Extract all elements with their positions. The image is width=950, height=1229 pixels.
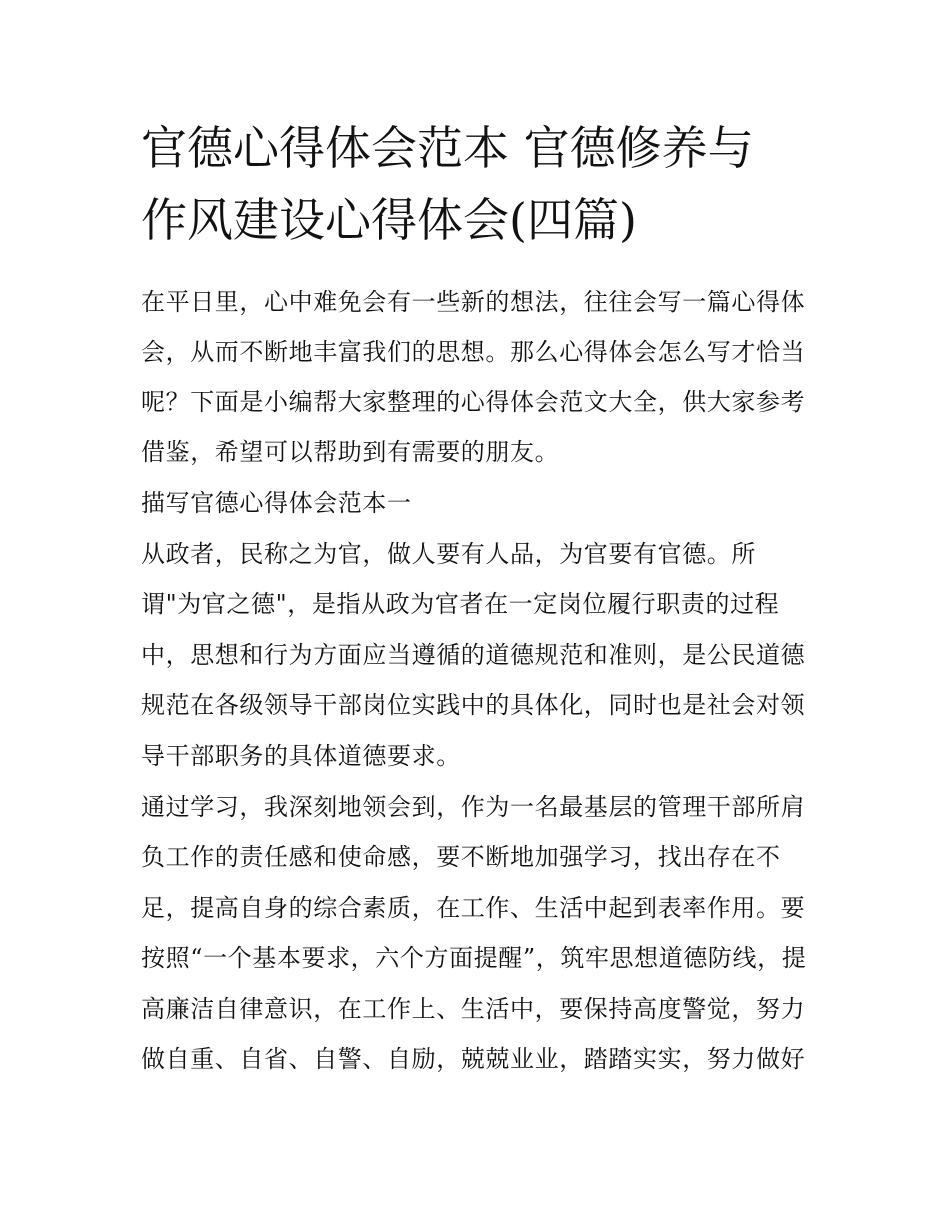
- intro-line-1: 在平日里，心中难免会有一些新的想法，往往会写一篇心得体: [141, 288, 806, 316]
- title-line-1: 官德心得体会范本 官德修养与: [141, 121, 754, 175]
- paragraph-2-line-1: 通过学习，我深刻地领会到，作为一名最基层的管理干部所肩: [141, 793, 806, 821]
- paragraph-1-line-2: 谓"为官之德"，是指从政为官者在一定岗位履行职责的过程: [141, 590, 780, 618]
- paragraph-2-line-3: 足，提高自身的综合素质，在工作、生活中起到表率作用。要: [141, 894, 806, 922]
- paragraph-1-line-5: 导干部职务的具体道德要求。: [141, 742, 461, 770]
- intro-line-4: 借鉴，希望可以帮助到有需要的朋友。: [141, 438, 560, 466]
- intro-line-3: 呢？下面是小编帮大家整理的心得体会范文大全，供大家参考: [141, 388, 806, 416]
- paragraph-1-line-1: 从政者，民称之为官，做人要有人品，为官要有官德。所: [141, 540, 756, 568]
- paragraph-2-line-6: 做自重、自省、自警、自励，兢兢业业，踏踏实实，努力做好: [141, 1045, 806, 1073]
- paragraph-1-line-4: 规范在各级领导干部岗位实践中的具体化，同时也是社会对领: [141, 691, 806, 719]
- paragraph-1-line-3: 中，思想和行为方面应当遵循的道德规范和准则，是公民道德: [141, 641, 806, 669]
- title-line-2: 作风建设心得体会(四篇): [141, 193, 637, 247]
- paragraph-2-line-4: 按照“一个基本要求，六个方面提醒”，筑牢思想道德防线，提: [141, 944, 807, 972]
- intro-line-2: 会，从而不断地丰富我们的思想。那么心得体会怎么写才恰当: [141, 338, 806, 366]
- document-title: [141, 112, 821, 256]
- paragraph-2-line-5: 高廉洁自律意识，在工作上、生活中，要保持高度警觉，努力: [141, 995, 806, 1023]
- paragraph-2-line-2: 负工作的责任感和使命感，要不断地加强学习，找出存在不: [141, 843, 781, 871]
- section-heading: 描写官德心得体会范本一: [141, 489, 412, 517]
